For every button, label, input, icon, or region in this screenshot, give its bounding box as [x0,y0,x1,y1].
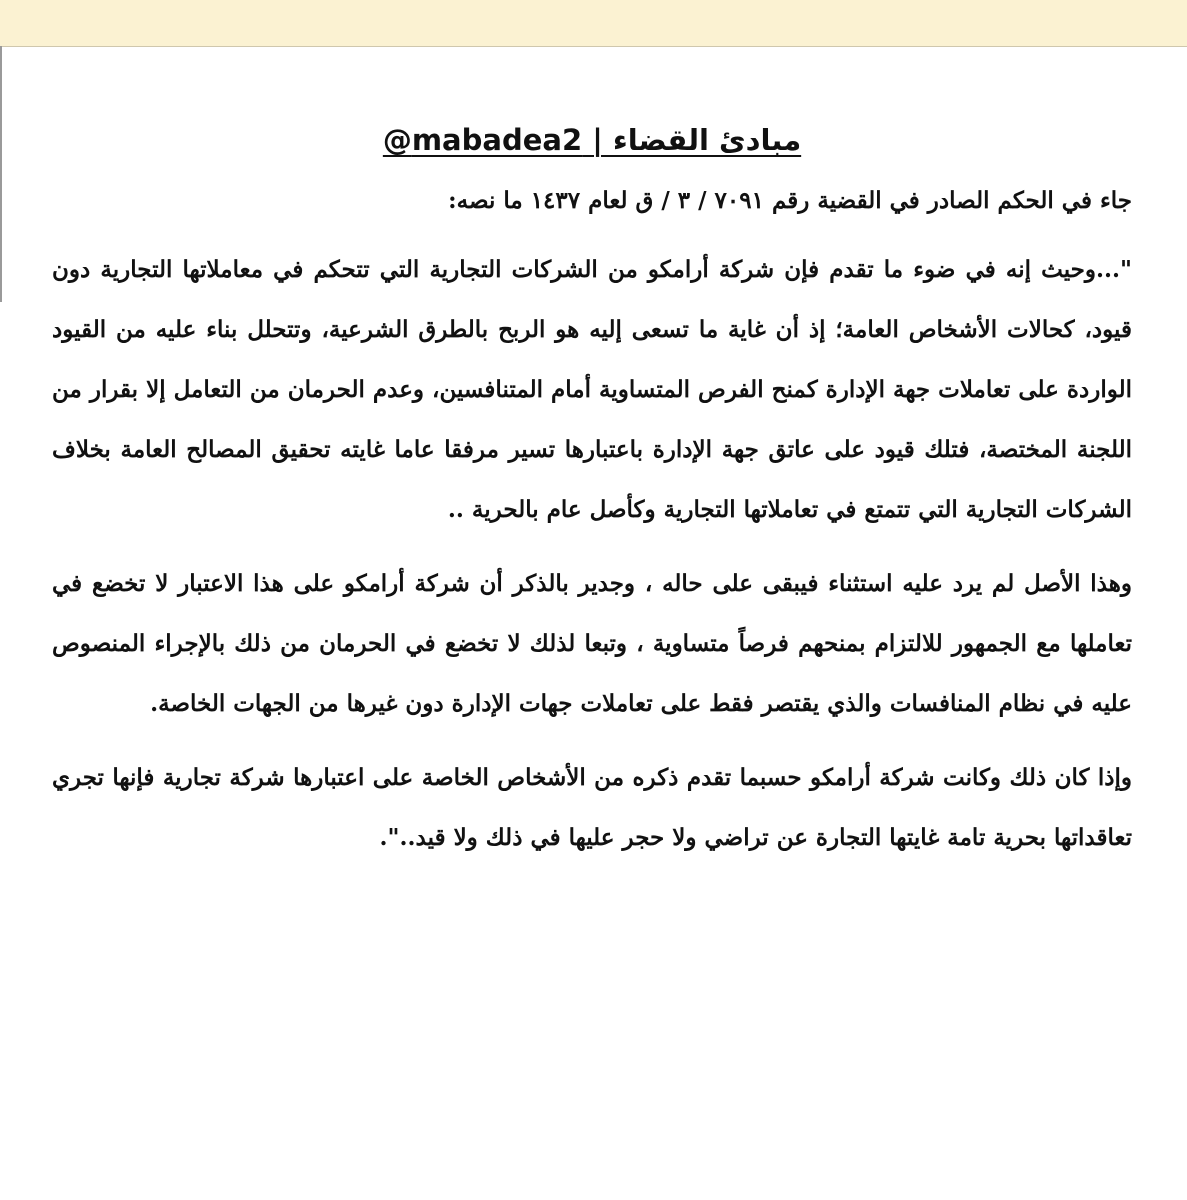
document-page [52,112,1132,882]
paragraph-3: وإذا كان ذلك وكانت شركة أرامكو حسبما تقدم ذكره من الأشخاص الخاصة على اعتبارها شركة تجارية فإنها تجري تعاقداتها بحرية تامة غايتها التجارة عن تراضي ولا حجر عليها في ذلك ولا قيد..". [52,764,1132,851]
paragraph-2: وهذا الأصل لم يرد عليه استثناء فيبقى على حاله ، وجدير بالذكر أن شركة أرامكو على هذا الاعتبار لا تخضع في تعاملها مع الجمهور للالتزام بمنحهم فرصاً متساوية ، وتبعا لذلك لا تخضع في الحرمان من ذلك بالإجراء المنصوص عليه في نظام المنافسات والذي يقتصر فقط على تعاملات جهات الإدارة دون غيرها من الجهات الخاصة. [52,570,1132,717]
left-border-line [0,46,2,302]
document-title [52,112,1132,168]
document-title-text: مبادئ القضاء | mabadea2@ [382,123,802,157]
top-band [0,0,1187,47]
paragraph-1: "...وحيث إنه في ضوء ما تقدم فإن شركة أرامكو من الشركات التجارية التي تتحكم في معاملاتها التجارية دون قيود، كحالات الأشخاص العامة؛ إذ أن غاية ما تسعى إليه هو الربح بالطرق الشرعية، وتتحلل بناء عليه من القيود الواردة على تعاملات جهة الإدارة كمنح الفرص المتساوية أمام المتنافسين، وعدم الحرمان من التعامل إلا بقرار من اللجنة المختصة، فتلك قيود على عاتق جهة الإدارة باعتبارها تسير مرفقا عاما غايته تحقيق المصالح العامة بخلاف الشركات التجارية التي تتمتع في تعاملاتها التجارية وكأصل عام بالحرية .. [52,256,1132,523]
intro-line: جاء في الحكم الصادر في القضية رقم ٧٠٩١ / ٣ / ق لعام ١٤٣٧ ما نصه: [448,187,1132,214]
